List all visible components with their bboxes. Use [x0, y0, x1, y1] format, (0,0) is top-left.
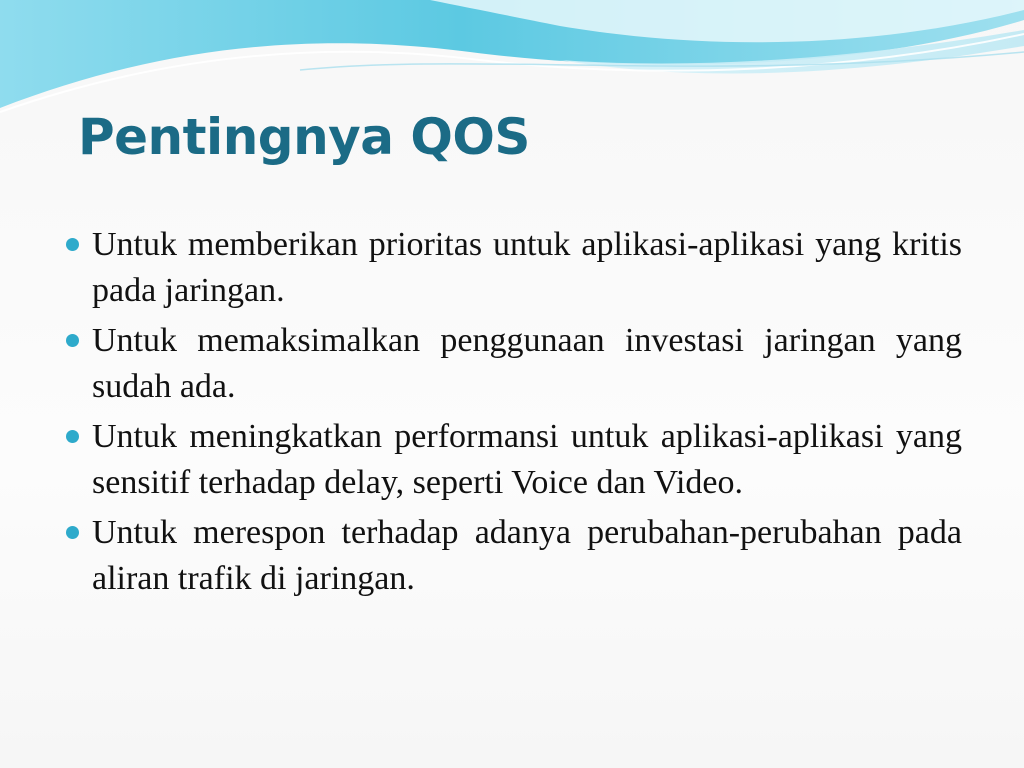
bullet-item	[92, 510, 962, 602]
bullet-text: Untuk memaksimalkan penggunaan investasi jaringan yang sudah ada.	[92, 322, 962, 405]
bullet-dot-icon	[66, 238, 79, 251]
bullet-dot-icon	[66, 334, 79, 347]
bullet-dot-icon	[66, 526, 79, 539]
bullet-item	[92, 414, 962, 506]
bullet-item	[92, 222, 962, 314]
bullet-text: Untuk memberikan prioritas untuk aplikasi-aplikasi yang kritis pada jaringan.	[92, 226, 962, 309]
bullet-text: Untuk meningkatkan performansi untuk aplikasi-aplikasi yang sensitif terhadap delay, seperti Voice dan Video.	[92, 418, 962, 501]
bullet-item	[92, 318, 962, 410]
bullet-list	[92, 222, 962, 606]
bullet-text: Untuk merespon terhadap adanya perubahan-perubahan pada aliran trafik di jaringan.	[92, 514, 962, 597]
slide-title: Pentingnya QOS	[78, 108, 530, 166]
bullet-dot-icon	[66, 430, 79, 443]
